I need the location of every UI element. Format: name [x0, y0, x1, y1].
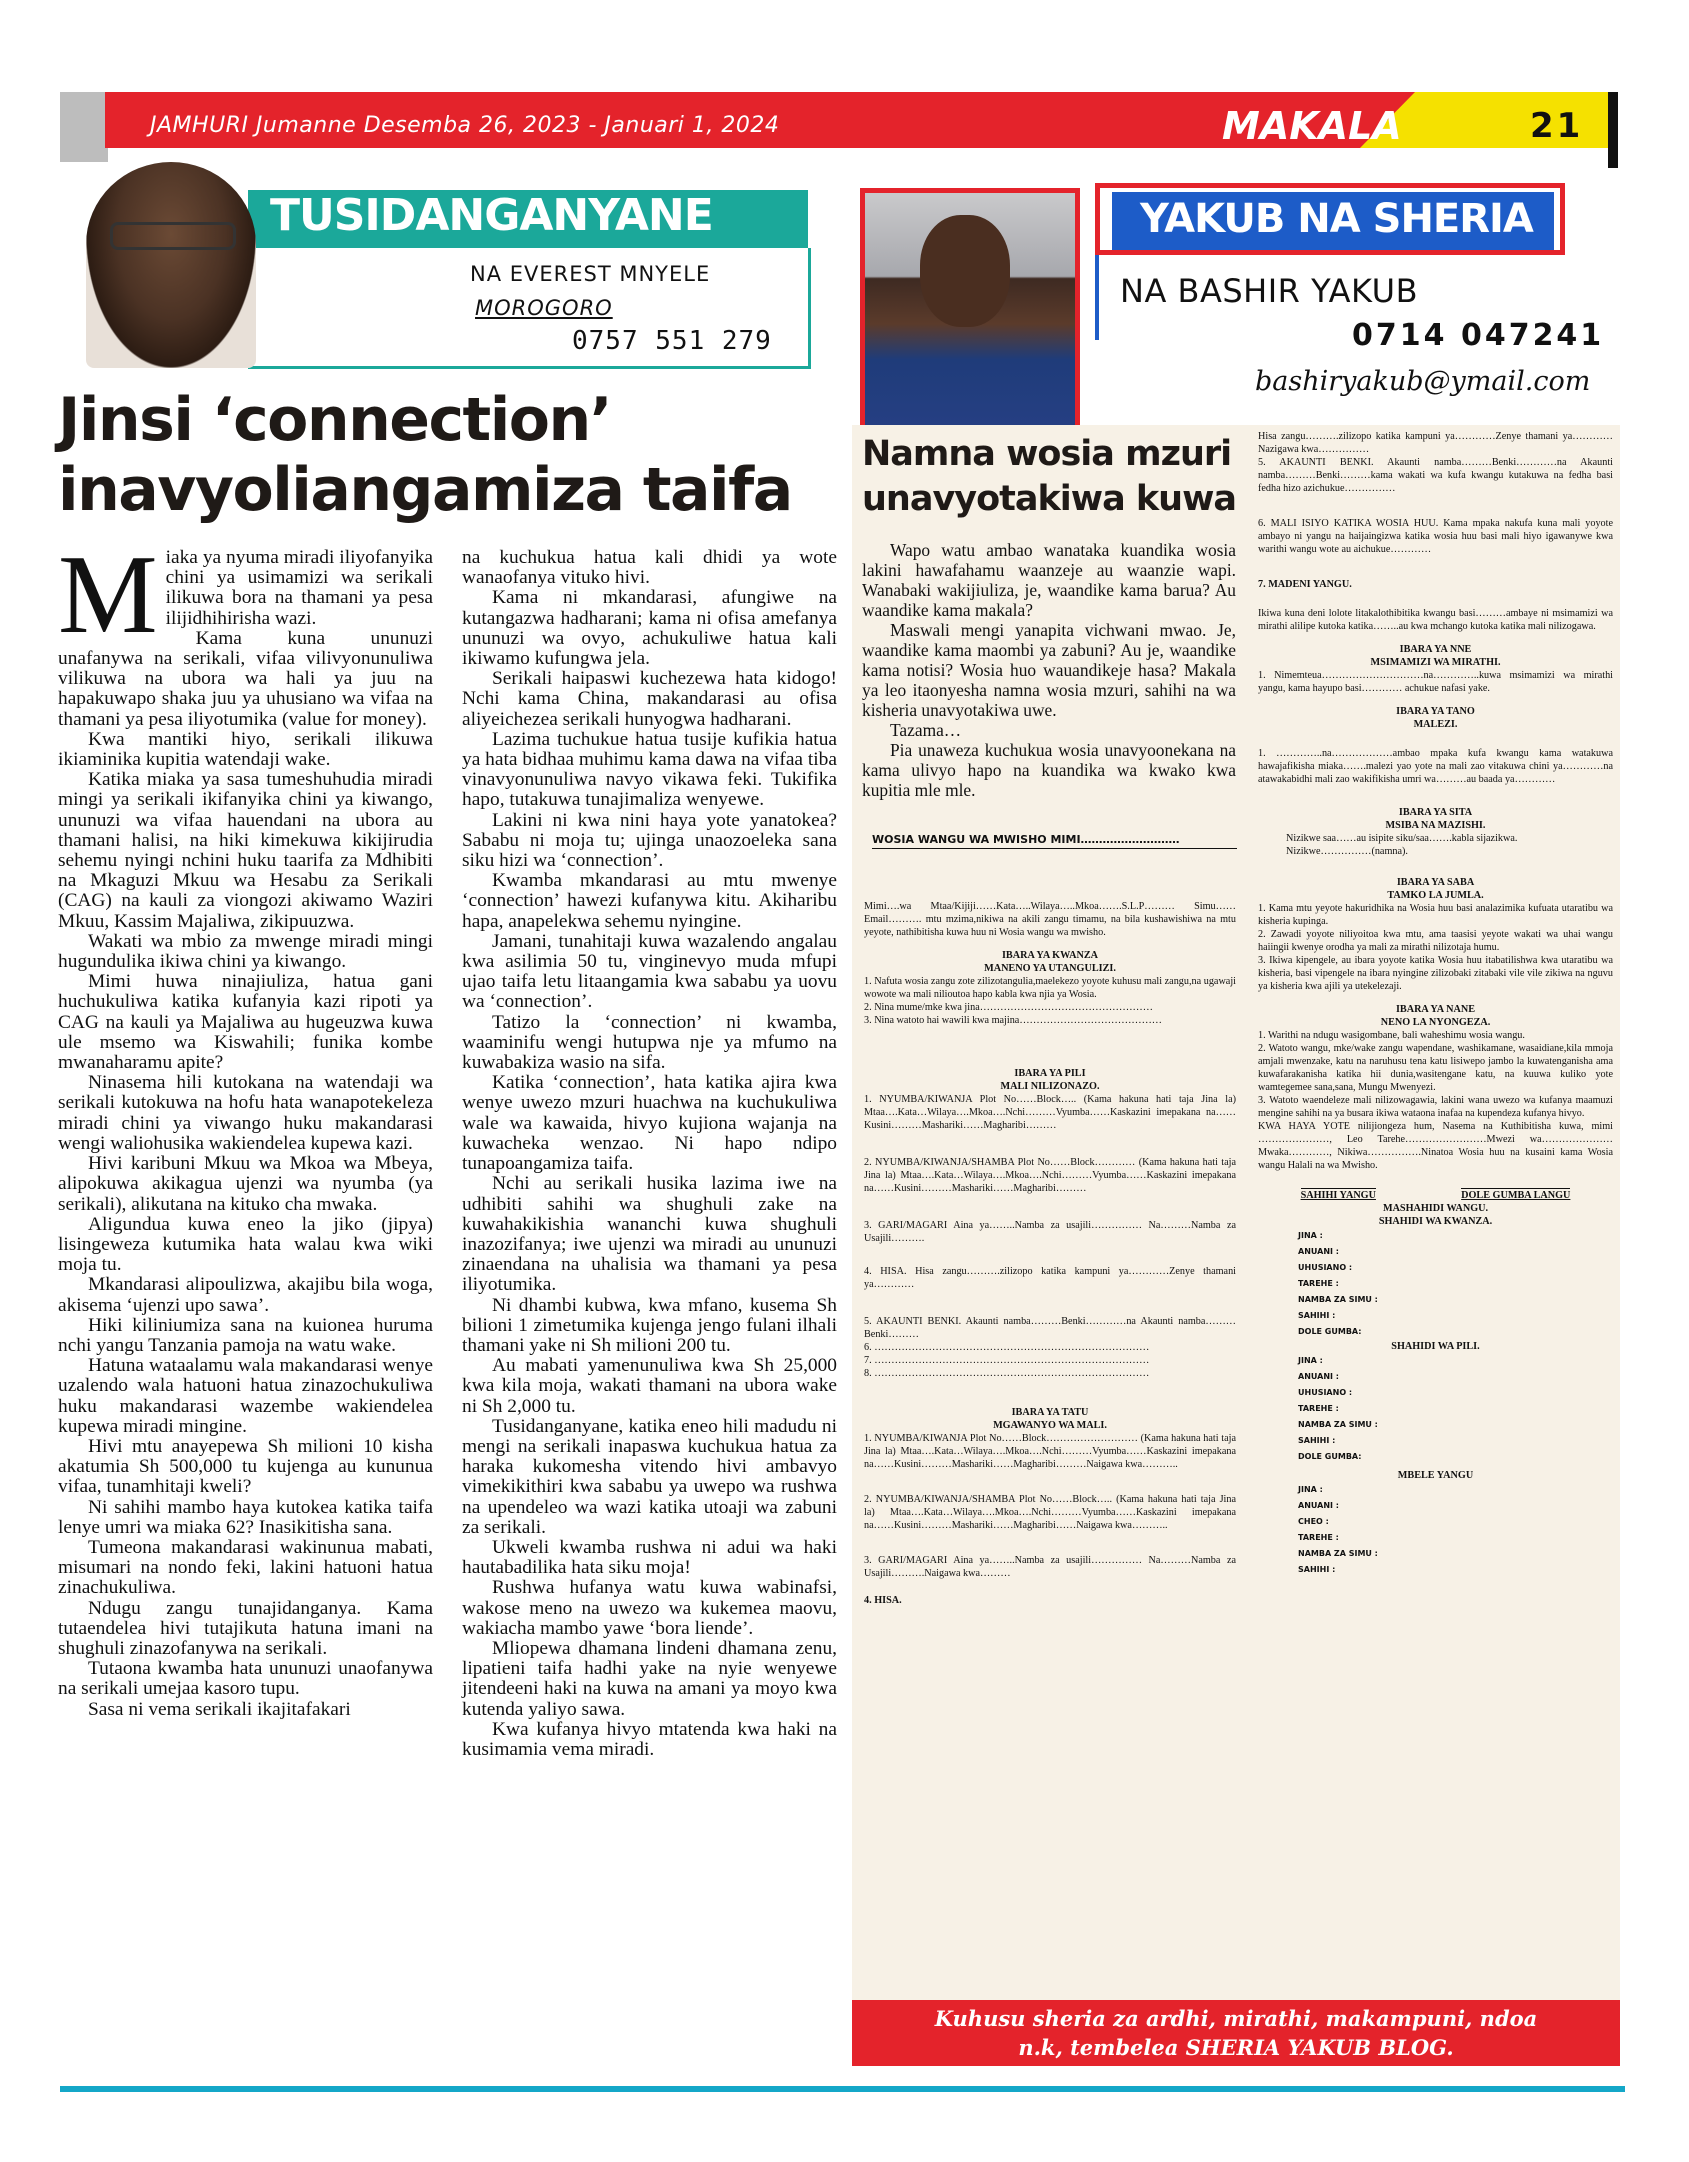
blog-promo-text: [860, 2004, 1612, 2062]
article-paragraph: Hivi karibuni Mkuu wa Mkoa wa Mbeya, alipokuwa akikagua ujenzi wa nyumba (ya serikali), alikutana na kituko cha mwaka.: [58, 1153, 433, 1215]
will-heading: WOSIA WANGU WA MWISHO MIMI………………………: [872, 833, 1237, 849]
will-item: 3. GARI/MAGARI Aina ya……..Namba za usajili…………… Na………Namba za Usajili……….: [864, 1220, 1236, 1244]
ibara-subtitle: MGAWANYO WA MALI.: [993, 1420, 1107, 1431]
article-column-b: [462, 548, 837, 1760]
blog-promo-line: Kuhusu sheria za ardhi, mirathi, makampuni, ndoa: [934, 2006, 1538, 2031]
will-item: 8. ………………………………………………………………………: [864, 1368, 1150, 1379]
intro-paragraph: Tazama…: [890, 720, 962, 740]
witness-field: JINA :: [1298, 1356, 1323, 1365]
will-closing: KWA HAYA YOTE nilijiongeza hum, Nasema na Kuthibitisha kuwa, mimi …………………, Leo Tarehe……………………Mwezi wa…………………Mwaka…………, Nikiwa…………….Ninatoa Wosia huu na kusaini kama Wosia wangu Halali na wa Mwisho.: [1258, 1121, 1613, 1171]
article-paragraph: Ninasema hili kutokana na watendaji wa serikali kutokuwa na hofu hata wanapotekeleza miradi chini ya viwango huku makandarasi wengi waliohusika wakiendelea kupewa kazi.: [58, 1072, 433, 1154]
ibara-subtitle: MANENO YA UTANGULIZI.: [984, 963, 1116, 974]
article-paragraph: na kuchukua hatua kali dhidi ya wote wanaofanya vituko hivi.: [462, 547, 837, 589]
will-item: 3. Nina watoto hai wawili kwa majina……………………………………: [864, 1015, 1162, 1026]
column-author: NA EVEREST MNYELE: [470, 262, 711, 286]
article-paragraph: Tatizo la ‘connection’ ni kwamba, waaminifu wengi hutupwa nje ya mfumo na kuwabakiza wasio na sifa.: [462, 1011, 837, 1074]
ibara-title: IBARA YA PILI: [1014, 1068, 1086, 1079]
witness-field: ANUANI :: [1298, 1372, 1339, 1381]
thumbprint-line: DOLE GUMBA LANGU: [1461, 1190, 1571, 1201]
article-paragraph: Hiki kiliniumiza sana na kuionea huruma nchi yangu Tanzania pamoja na watu wake.: [58, 1314, 433, 1356]
article-paragraph: Hivi mtu anayepewa Sh milioni 10 kisha akatumia Sh 500,000 tu kujenga au kununua vifaa, tunamhitaji kweli?: [58, 1435, 433, 1498]
will-item: Nizikwe……………(namna).: [1286, 846, 1408, 857]
article-paragraph: Au mabati yamenunuliwa kwa Sh 25,000 kwa kila moja, wakati thamani na ubora wake ni Sh 2,000 tu.: [462, 1355, 837, 1417]
witness-field: JINA :: [1298, 1231, 1323, 1240]
will-item: 5. AKAUNTI BENKI. Akaunti namba………Benki…………na Akaunti namba………Benki………: [864, 1316, 1236, 1340]
will-item: 1. Kama mtu yeyote hakuridhika na Wosia huu basi analazimika kufuata utaratibu wa kisheria kupinga.: [1258, 903, 1613, 927]
witness-field: UHUSIANO :: [1298, 1388, 1353, 1397]
witness-field: SAHIHI :: [1298, 1436, 1336, 1445]
will-item: 3. GARI/MAGARI Aina ya……..Namba za usajili…………… Na………Namba za Usajili……….Naigawa kwa………: [864, 1555, 1236, 1579]
ibara-title: IBARA YA SITA: [1398, 807, 1473, 818]
bottom-rule: [60, 2086, 1625, 2092]
will-item: 2. NYUMBA/KIWANJA/SHAMBA Plot No……Block………… (Kama hakuna hati taja Jina la) Mtaa….Kata…Wilaya….Mkoa….Nchi………Vyumba……Kaskazini imepakana na……Kusini………Mashariki……Magharibi………: [864, 1157, 1236, 1194]
intro-paragraph: Maswali mengi yanapita vichwani mwao. Je, waandike kama maombi ya zabuni? Au je, waandike kama notisi? Wosia huo wauandikeje hasa? Makala ya leo itaonyesha namna wosia mzuri, sahihi na wa kisheria unavyotakiwa uwe.: [862, 620, 1236, 720]
ibara-title: IBARA YA SABA: [1396, 877, 1475, 888]
drop-cap: M: [58, 533, 158, 657]
will-item: 2. Nina mume/mke kwa jina……………………………………………: [864, 1002, 1153, 1013]
will-item: Nizikwe saa……au isipite siku/saa…….kabla sijazikwa.: [1286, 833, 1518, 844]
article-paragraph: Kwa mantiki hiyo, serikali ilikuwa ikiaminika kupitia watendaji wake.: [58, 728, 433, 771]
newspaper-dateline: JAMHURI Jumanne Desemba 26, 2023 - Januari 1, 2024: [150, 113, 780, 138]
will-item: 4. HISA. Hisa zangu……….zilizopo katika kampuni ya…………Zenye thamani ya…………: [864, 1266, 1236, 1290]
article-paragraph: iaka ya nyuma miradi iliyofanyika chini ya usimamizi wa serikali ilikuwa bora na thamani ya pesa ilijidhihirisha wazi.: [165, 547, 433, 629]
intro-paragraph: Wapo watu ambao wanataka kuandika wosia lakini hawafahamu waanzeje au waanzie wapi. Wanabaki wakijiuliza, je, waandike kama barua? Au waandike kama makala?: [862, 540, 1236, 620]
ibara-title: IBARA YA NNE: [1399, 644, 1472, 655]
glasses-icon: [110, 222, 236, 250]
witness-field: TAREHE :: [1298, 1404, 1339, 1413]
blog-promo-line: n.k, tembelea SHERIA YAKUB BLOG.: [1018, 2035, 1454, 2060]
witness1-title: SHAHIDI WA KWANZA.: [1378, 1216, 1493, 1227]
witness2-title: SHAHIDI WA PILI.: [1391, 1341, 1480, 1352]
article-paragraph: Mimi huwa ninajiuliza, hatua gani huchukuliwa katika kufanyia kazi ripoti ya CAG na kauli ya Majaliwa au hugeuzwa kuwa ule msemo wa Kiswahili; funika kombe mwanaharamu apite?: [58, 971, 433, 1074]
witness-field: JINA :: [1298, 1485, 1323, 1494]
article-paragraph: Hatuna wataalamu wala makandarasi wenye uzalendo wala hatuoni hatua zinazochukuliwa huku makandarasi wazembe wakiendelea kupewa miradi mingine.: [58, 1355, 433, 1437]
ibara-subtitle: MALI NILIZONAZO.: [1000, 1081, 1100, 1092]
ibara-title: IBARA YA KWANZA: [1001, 950, 1099, 961]
will-item: 7. ………………………………………………………………………: [864, 1355, 1150, 1366]
will-item: Hisa zangu……….zilizopo katika kampuni ya…………Zenye thamani ya…………Nazigawa kwa……………: [1258, 431, 1613, 455]
witness-field: NAMBA ZA SIMU :: [1298, 1295, 1378, 1304]
will-item: 1. NYUMBA/KIWANJA Plot No……Block……………………… (Kama hakuna hati taja Jina la) Mtaa….Kata…Wilaya….Mkoa….Nchi………Vyumba……Kaskazini imepakana na……Kusini………Mashariki……Magharibi………Naigawa kwa………..: [864, 1433, 1236, 1470]
will-item: 1. …………..na………………ambao mpaka kufa kwangu kama watakuwa hawajafikisha miaka…….malezi yao yote na mali zao vitakuwa chini ya…………na atawakabidhi mali zao wakifikisha umri wa………au baada ya…………: [1258, 748, 1613, 785]
column-title-right: YAKUB NA SHERIA: [1140, 196, 1533, 242]
witness-field: ANUANI :: [1298, 1247, 1339, 1256]
witness3-title: MBELE YANGU: [1397, 1470, 1474, 1481]
article-paragraph: Katika miaka ya sasa tumeshuhudia miradi mingi ya serikali ikifanyika chini ya kiwango, ununuzi wa vifaa hauendani na ubora au thamani halisi, na hiki kimekuwa kikijirudia sehemu nyingi nchini huku taarifa za Mdhibiti na Mkaguzi Mkuu wa Hesabu za Serikali (CAG) na kauli za viongozi akiwamo Waziri Mkuu, Kassim Majaliwa, zikipuuzwa.: [58, 769, 433, 932]
article-paragraph: Jamani, tunahitaji kuwa wazalendo angalau kwa asilimia 50 tu, vinginevyo muda mfupi ujao taifa letu litaangamia kwa sababu ya uovu wa ‘connection’.: [462, 930, 837, 1013]
will-item: 2. NYUMBA/KIWANJA/SHAMBA Plot No……Block….. (Kama hakuna hati taja Jina la) Mtaa….Kata…Wilaya….Mkoa….Nchi………Vyumba……Kaskazini imepakana na……Kusini………Mashariki……Magharibi……Naigawa kwa………..: [864, 1494, 1236, 1531]
will-item: 1. Warithi na ndugu wasigombane, bali waheshimu wosia wangu.: [1258, 1030, 1525, 1041]
column-author-right: NA BASHIR YAKUB: [1120, 272, 1419, 310]
will-item: 1. Nafuta wosia zangu zote zilizotangulia,maelekezo yoyote kuhusu mali zangu,na ugawaji wowote wa mali nilioutoa hapo kabla kwa njia ya Wosia.: [864, 976, 1236, 1000]
article-paragraph: Katika ‘connection’, hata katika ajira kwa wenye uwezo mzuri huachwa na kuchukuliwa wale wa kawaida, hivyo kujiona wajanja na kuwacheka wenzao. Ni hapo ndipo tunapoangamiza taifa.: [462, 1072, 837, 1175]
witness-field: UHUSIANO :: [1298, 1263, 1353, 1272]
will-item: 4. HISA.: [864, 1595, 902, 1606]
will-item: 1. Nimemteua…………………………na…………..kuwa msimamizi wa mirathi yangu, kama hayupo basi………… achukue nafasi yake.: [1258, 670, 1613, 694]
ibara-subtitle: MSIBA NA MAZISHI.: [1385, 820, 1486, 831]
author-photo-everest: [86, 162, 256, 368]
witness-field: DOLE GUMBA:: [1298, 1327, 1362, 1336]
will-item: 2. Zawadi yoyote niliyoitoa kwa mtu, ama taasisi yeyote wakati wa uhai wangu haiingii kwenye orodha ya mali za mirathi nilizotaja humu.: [1258, 929, 1613, 953]
article-paragraph: Tusidanganyane, katika eneo hili madudu ni mengi na serikali inapaswa kuchukua hatua za haraka kukomesha vitendo hivi ambavyo vimekikithiri kwa sababu ya uwepo wa rushwa na upendeleo wa wazi katika utoaji wa zabuni za serikali.: [462, 1415, 837, 1538]
article-paragraph: Kama kuna ununuzi unafanywa na serikali, vifaa vilivyonunuliwa vilikuwa na ubora wa hali ya juu na hapakuwapo shaka juu ya uhusiano wa vifaa na thamani ya pesa iliyotumika (value for money).: [58, 627, 433, 730]
will-intro: Mimi….wa Mtaa/Kijiji……Kata…..Wilaya…..Mkoa…….S.L.P……… Simu……Email………. mtu mzima,nikiwa na akili zangu timamu, na bila kushawishiwa na mtu yeyote, nathibitisha kuwa huu ni Wosia wangu wa mwisho.: [864, 901, 1236, 938]
ibara-title: IBARA YA TANO: [1396, 706, 1475, 717]
column-phone-right: 0714 047241: [1352, 318, 1605, 353]
witness-field: NAMBA ZA SIMU :: [1298, 1420, 1378, 1429]
article-paragraph: Ni dhambi kubwa, kwa mfano, kusema Sh bilioni 1 zimetumika kujenga jengo fulani ilhali thamani yake ni Sh milioni 200 tu.: [462, 1294, 837, 1356]
header-black-bar: [1608, 92, 1618, 168]
article-headline: Jinsi ‘connection’ inavyoliangamiza taifa: [58, 385, 792, 525]
will-item: 3. Watoto waendeleze mali nilizowagawia, lakini wana uwezo wa kufanya maamuzi mengine sahihi na ya busara ikiwa wataona inafaa na kupendeza kufanya hivyo.: [1258, 1095, 1613, 1119]
ibara-subtitle: MALEZI.: [1413, 719, 1458, 730]
article-paragraph: Kwa kufanya hivyo mtatenda kwa haki na kusimamia vema miradi.: [462, 1718, 837, 1760]
will-item: Ikiwa kuna deni lolote litakalothibitika kwangu basi………ambaye ni msimamizi wa mirathi alilipe kutoka katika……..au kwa mchango kutoka katika mali nilizogawa.: [1258, 608, 1613, 632]
witness-field: SAHIHI :: [1298, 1311, 1336, 1320]
will-item: 6. ………………………………………………………………………: [864, 1342, 1150, 1353]
will-item: 2. Watoto wangu, mke/wake zangu wapendane, washikamane, wasaidiane,kila mmoja amjali mwenzake, katu na naruhusu tena katu lisiwepo jambo la kuwatenganisha ama kuwafarakanisha katika hii dunia,wasitengane katu, na kuuwa kuliko yote wamtegemee sana,sana, Mungu Mwenyezi.: [1258, 1043, 1613, 1093]
article-paragraph: Sasa ni vema serikali ikajitafakari: [88, 1698, 351, 1720]
will-item: 5. AKAUNTI BENKI. Akaunti namba………Benki…………na Akaunti namba………Benki………kama wakati wa kufa kwangu kutakuwa na fedha basi fedha hizo azichukue……………: [1258, 457, 1613, 494]
column-city: MOROGORO: [475, 296, 613, 320]
witness-field: SAHIHI :: [1298, 1565, 1336, 1574]
column-title: TUSIDANGANYANE: [270, 190, 713, 241]
section-label: MAKALA: [1222, 104, 1402, 148]
article-paragraph: Nchi au serikali husika lazima iwe na udhibiti sahihi wa shughuli zake na kuwahakikishia wananchi kuwa shughuli inazozifanya; iwe ujenzi wa miradi au ununuzi zinaendana na uhalisia wa thamani ya pesa iliyotumika.: [462, 1173, 837, 1296]
header-grey-block: [60, 92, 108, 162]
article-paragraph: Mliopewa dhamana lindeni dhamana zenu, lipatieni taifa hadhi yake na nyie wenyewe jitendeeni haki na kuwa na amani ya moyo kwa kutenda yaliyo sawa.: [462, 1637, 837, 1720]
witness-field: ANUANI :: [1298, 1501, 1339, 1510]
article-paragraph: Tumeona makandarasi wakinunua mabati, misumari na nondo feki, lakini hatuoni hatua zinachukuliwa.: [58, 1536, 433, 1599]
ibara-title: IBARA YA TATU: [1011, 1407, 1089, 1418]
witness-title: MASHAHIDI WANGU.: [1382, 1203, 1489, 1214]
will-column-b: [1258, 430, 1613, 1578]
witness-field: CHEO :: [1298, 1517, 1329, 1526]
will-column-a: [864, 900, 1236, 1607]
article-column-a: [58, 533, 433, 1720]
ibara-title: IBARA YA NANE: [1395, 1004, 1476, 1015]
article-paragraph: Tutaona kwamba hata ununuzi unaofanywa na serikali umejaa kasoro tupu.: [58, 1658, 433, 1700]
witness-field: NAMBA ZA SIMU :: [1298, 1549, 1378, 1558]
article-paragraph: Kama ni mkandarasi, afungiwe na kutangazwa hadharani; kama ni ofisa amefanya ununuzi wa ovyo, achukuliwe hatua kali ikiwamo kufungwa jela.: [462, 587, 837, 670]
ibara-subtitle: NENO LA NYONGEZA.: [1380, 1017, 1491, 1028]
column-email-right: bashiryakub@ymail.com: [1255, 366, 1591, 397]
article-paragraph: Ni sahihi mambo haya kutokea katika taifa lenye umri wa miaka 62? Inasikitisha sana.: [58, 1496, 433, 1538]
article2-intro: [862, 540, 1236, 800]
article-paragraph: Mkandarasi alipoulizwa, akajibu bila woga, akisema ‘ujenzi upo sawa’.: [58, 1274, 433, 1316]
article-paragraph: Ndugu zangu tunajidanganya. Kama tutaendelea hivi tutajikuta hatuna imani na shughuli zinazofanywa na serikali.: [58, 1597, 433, 1659]
article-paragraph: Lakini ni kwa nini haya yote yanatokea? Sababu ni moja tu; ujinga unaozoeleka sana siku hizi wa ‘connection’.: [462, 809, 837, 872]
article-paragraph: Wakati wa mbio za mwenge miradi mingi hugundulika ikiwa chini ya kiwango.: [58, 930, 433, 973]
will-item: 3. Ikiwa kipengele, au ibara yoyote katika Wosia huu itabatilishwa kwa utaratibu wa kisheria, basi vipengele na ibara nyingine zilizobaki zitabaki vile vile zikiwa na nguvu ya kisheria kwa ajili ya utekelezaji.: [1258, 955, 1613, 992]
face-icon: [920, 215, 1010, 327]
witness-field: TAREHE :: [1298, 1279, 1339, 1288]
article-paragraph: Serikali haipaswi kuchezewa hata kidogo! Nchi kama China, makandarasi au ofisa aliyeichezea serikali hunyogwa hadharani.: [462, 668, 837, 730]
will-item: 7. MADENI YANGU.: [1258, 579, 1352, 590]
witness-field: DOLE GUMBA:: [1298, 1452, 1362, 1461]
intro-paragraph: Pia unaweza kuchukua wosia unavyoonekana na kama ulivyo hapo na kuandika wa kwako kwa kupitia mle mle.: [862, 740, 1236, 800]
ibara-subtitle: TAMKO LA JUMLA.: [1387, 890, 1484, 901]
article-paragraph: Aligundua kuwa eneo la jiko (jipya) lisingeweza kutumika hata walau kwa wiki moja tu.: [58, 1213, 433, 1276]
article-paragraph: Ukweli kwamba rushwa ni adui wa haki hautabadilika hata siku moja!: [462, 1536, 837, 1579]
article-paragraph: Lazima tuchukue hatua tusije kufikia hatua ya hata bidhaa muhimu kama dawa na vifaa tiba vinavyonunuliwa navyo vikawa feki. Tukifika hapo, tutakuwa tunajimaliza wenyewe.: [462, 728, 837, 811]
will-item: 1. NYUMBA/KIWANJA Plot No……Block….. (Kama hakuna hati taja Jina la) Mtaa….Kata…Wilaya….Mkoa….Nchi………Vyumba……Kaskazini imepakana na……Kusini………Mashariki……Magharibi………: [864, 1094, 1236, 1131]
column-phone: 0757 551 279: [572, 326, 772, 356]
ibara-subtitle: MSIMAMIZI WA MIRATHI.: [1370, 657, 1501, 668]
will-item: 6. MALI ISIYO KATIKA WOSIA HUU. Kama mpaka nakufa kuna mali yoyote ambayo ni yangu na haijaingizwa katika wosia huu basi mali hiyo igawanywe kwa warithi wangu wote au aichukue…………: [1258, 518, 1613, 555]
witness-field: TAREHE :: [1298, 1533, 1339, 1542]
page-number: 21: [1530, 106, 1584, 146]
article2-headline: Namna wosia mzuri unavyotakiwa kuwa: [862, 434, 1237, 519]
signature-line: SAHIHI YANGU: [1300, 1190, 1376, 1201]
article-paragraph: Rushwa hufanya watu kuwa wabinafsi, wakose meno na uwezo wa kukemea maovu, wakiacha mambo yawe ‘bora liende’.: [462, 1577, 837, 1639]
article-paragraph: Kwamba mkandarasi au mtu mwenye ‘connection’ hawezi kufanywa kitu. Akiharibu hapa, anapelekwa sehemu nyingine.: [462, 870, 837, 932]
